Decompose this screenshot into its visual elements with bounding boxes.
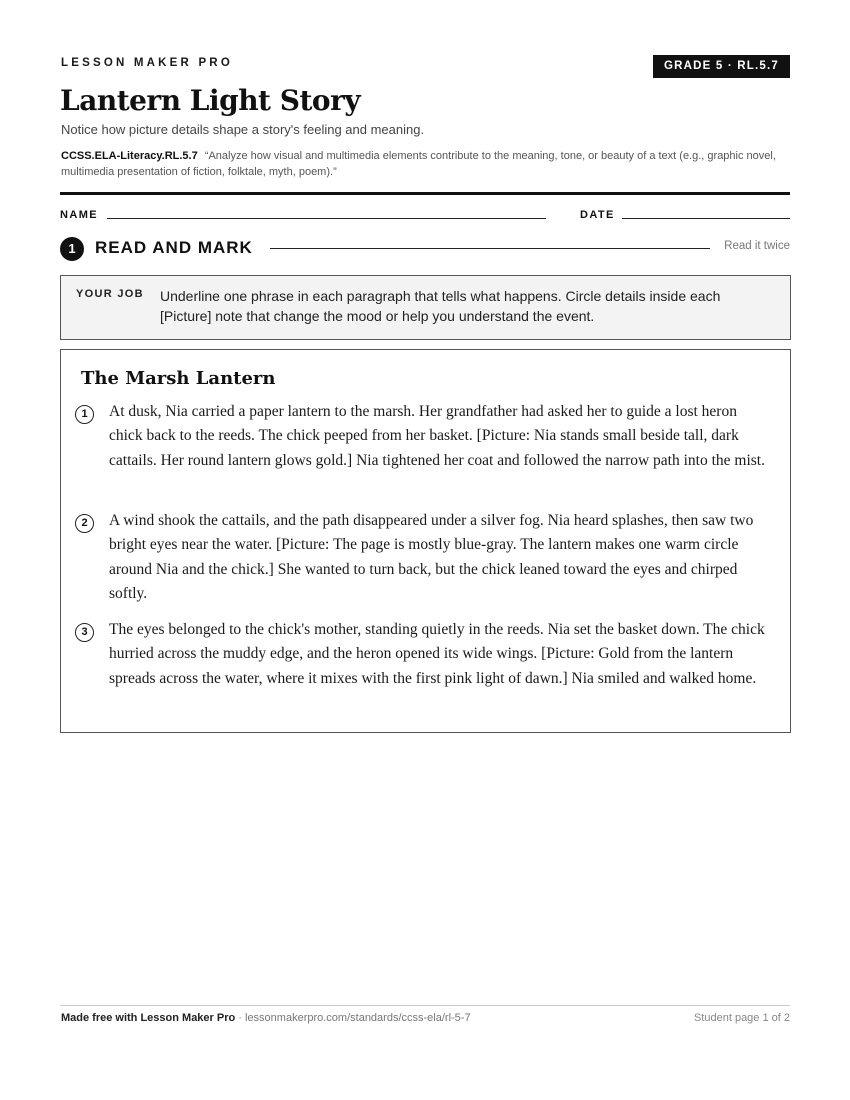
page-title: Lantern Light Story	[60, 84, 361, 117]
date-field[interactable]	[622, 218, 790, 219]
section-divider	[270, 248, 710, 249]
standard-text: “Analyze how visual and multimedia elements contribute to the meaning, tone, or beauty of a text (e.g., graphic novel, multimedia presentation of fiction, folktale, myth, poem).”	[61, 150, 776, 178]
grade-badge: GRADE 5 · RL.5.7	[653, 55, 790, 78]
paragraph-number-badge: 1	[75, 405, 94, 424]
footer-credit	[61, 1012, 471, 1024]
standard-description	[61, 148, 796, 180]
job-instructions: Underline one phrase in each paragraph that tells what happens. Circle details inside each [Picture] note that change the mood or help you understand the event.	[160, 288, 721, 324]
name-field[interactable]	[107, 218, 546, 219]
paragraph-text: The eyes belonged to the chick's mother, standing quietly in the reeds. Nia set the basket down. The chick hurried across the muddy edge, and the heron opened its wide wings. [Picture: Gold from the lantern spreads across the water, where it mixes with the first pink light of dawn.] Nia smiled and walked home.	[109, 621, 765, 687]
job-label: YOUR JOB	[76, 288, 144, 300]
name-label: NAME	[60, 209, 98, 221]
brand-name: LESSON MAKER PRO	[61, 57, 233, 69]
story-box	[60, 349, 791, 733]
section-number-badge: 1	[60, 237, 84, 261]
story-title: The Marsh Lantern	[81, 368, 276, 389]
header-divider	[60, 192, 790, 195]
standard-code: CCSS.ELA-Literacy.RL.5.7	[61, 150, 198, 162]
date-label: DATE	[580, 209, 615, 221]
paragraph-number-badge: 2	[75, 514, 94, 533]
footer-made-with: Made free with Lesson Maker Pro	[61, 1012, 236, 1024]
footer-url: · lessonmakerpro.com/standards/ccss-ela/rl-5-7	[235, 1012, 471, 1024]
paragraph-text: A wind shook the cattails, and the path disappeared under a silver fog. Nia heard splashes, then saw two bright eyes near the water. [Picture: The page is mostly blue-gray. The lantern makes one warm circle around Nia and the chick.] She wanted to turn back, but the chick leaned toward the eyes and chirped softly.	[109, 512, 754, 602]
page-subtitle: Notice how picture details shape a story's feeling and meaning.	[61, 122, 425, 137]
section-note: Read it twice	[724, 240, 790, 252]
section-title: READ AND MARK	[95, 238, 253, 257]
job-box	[60, 275, 791, 340]
paragraph-text: At dusk, Nia carried a paper lantern to the marsh. Her grandfather had asked her to guide a lost heron chick back to the reeds. The chick peeped from her basket. [Picture: Nia stands small beside tall, dark cattails. Her round lantern glows gold.] Nia tightened her coat and followed the narrow path into the mist.	[109, 403, 765, 469]
paragraph-number-badge: 3	[75, 623, 94, 642]
footer-page-number: Student page 1 of 2	[693, 1012, 790, 1024]
footer-divider	[60, 1005, 790, 1006]
